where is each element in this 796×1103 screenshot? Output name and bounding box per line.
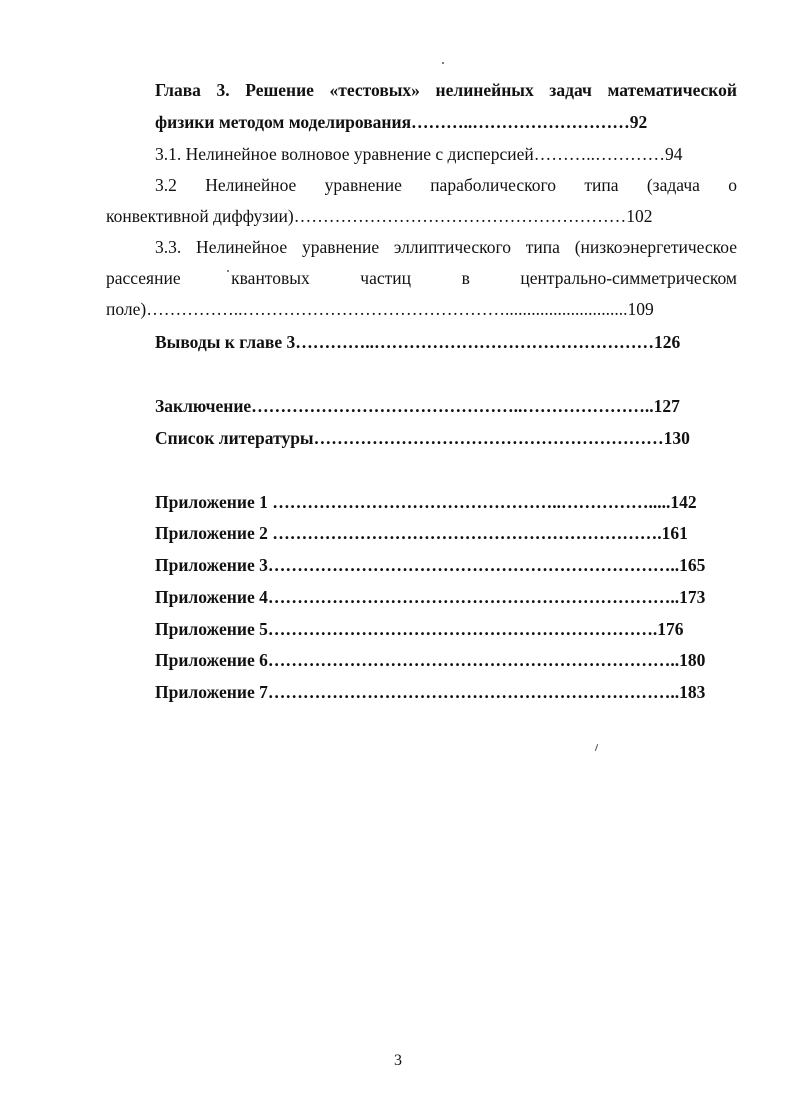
toc-entry-conclusion: Заключение………………………………………..…………………..127: [155, 396, 680, 416]
toc-entry-conclusions-chapter-3: Выводы к главе 3…………..…………………………………………126: [155, 332, 681, 352]
scan-speck: [227, 270, 229, 272]
word: центрально-симметрическом: [520, 268, 737, 288]
toc-entry-3-2-line-2: конвективной диффузии)…………………………………………………102: [106, 206, 653, 226]
word: уравнение: [324, 175, 402, 195]
word: в: [461, 268, 470, 288]
word: 3.2: [155, 175, 177, 195]
word: о: [728, 175, 737, 195]
word: квантовых: [231, 268, 310, 288]
toc-entry-appendix-6: Приложение 6……………………………………………………………..180: [155, 650, 706, 670]
toc-entry-appendix-2: Приложение 2 ………………………………………………………….161: [155, 523, 688, 543]
toc-entry-appendix-1: Приложение 1 …………………………………………..…………….....142: [155, 492, 697, 512]
toc-entry-3-1: 3.1. Нелинейное волновое уравнение с дисперсией………..…………94: [155, 144, 683, 164]
scan-speck: [442, 62, 444, 64]
scan-speck: [595, 744, 598, 751]
toc-entry-3-3-line-2: [106, 267, 737, 289]
word: Нелинейное: [205, 175, 297, 195]
toc-entry-appendix-7: Приложение 7……………………………………………………………..183: [155, 682, 706, 702]
page-number: 3: [394, 1052, 402, 1069]
toc-entry-appendix-4: Приложение 4……………………………………………………………..173: [155, 587, 706, 607]
toc-entry-appendix-5: Приложение 5………………………………………………………….176: [155, 619, 684, 639]
toc-entry-3-3-line-1: 3.3. Нелинейное уравнение эллиптического типа (низкоэнергетическое: [155, 237, 737, 257]
word: рассеяние: [106, 268, 181, 288]
toc-entry-3-3-line-3: поле)……………..………………………………………............................109: [106, 299, 654, 319]
toc-entry-3-2-line-1: [155, 174, 737, 196]
toc-entry-appendix-3: Приложение 3……………………………………………………………..165: [155, 555, 706, 575]
word: типа: [584, 175, 619, 195]
chapter-3-title-line-1: Глава 3. Решение «тестовых» нелинейных задач математической: [155, 80, 737, 100]
word: частиц: [360, 268, 412, 288]
toc-entry-references: Список литературы……………………………………………………130: [155, 428, 690, 448]
word: (задача: [646, 175, 700, 195]
word: параболического: [430, 175, 556, 195]
chapter-3-title-line-2: физики методом моделирования………..………………………92: [155, 112, 648, 132]
